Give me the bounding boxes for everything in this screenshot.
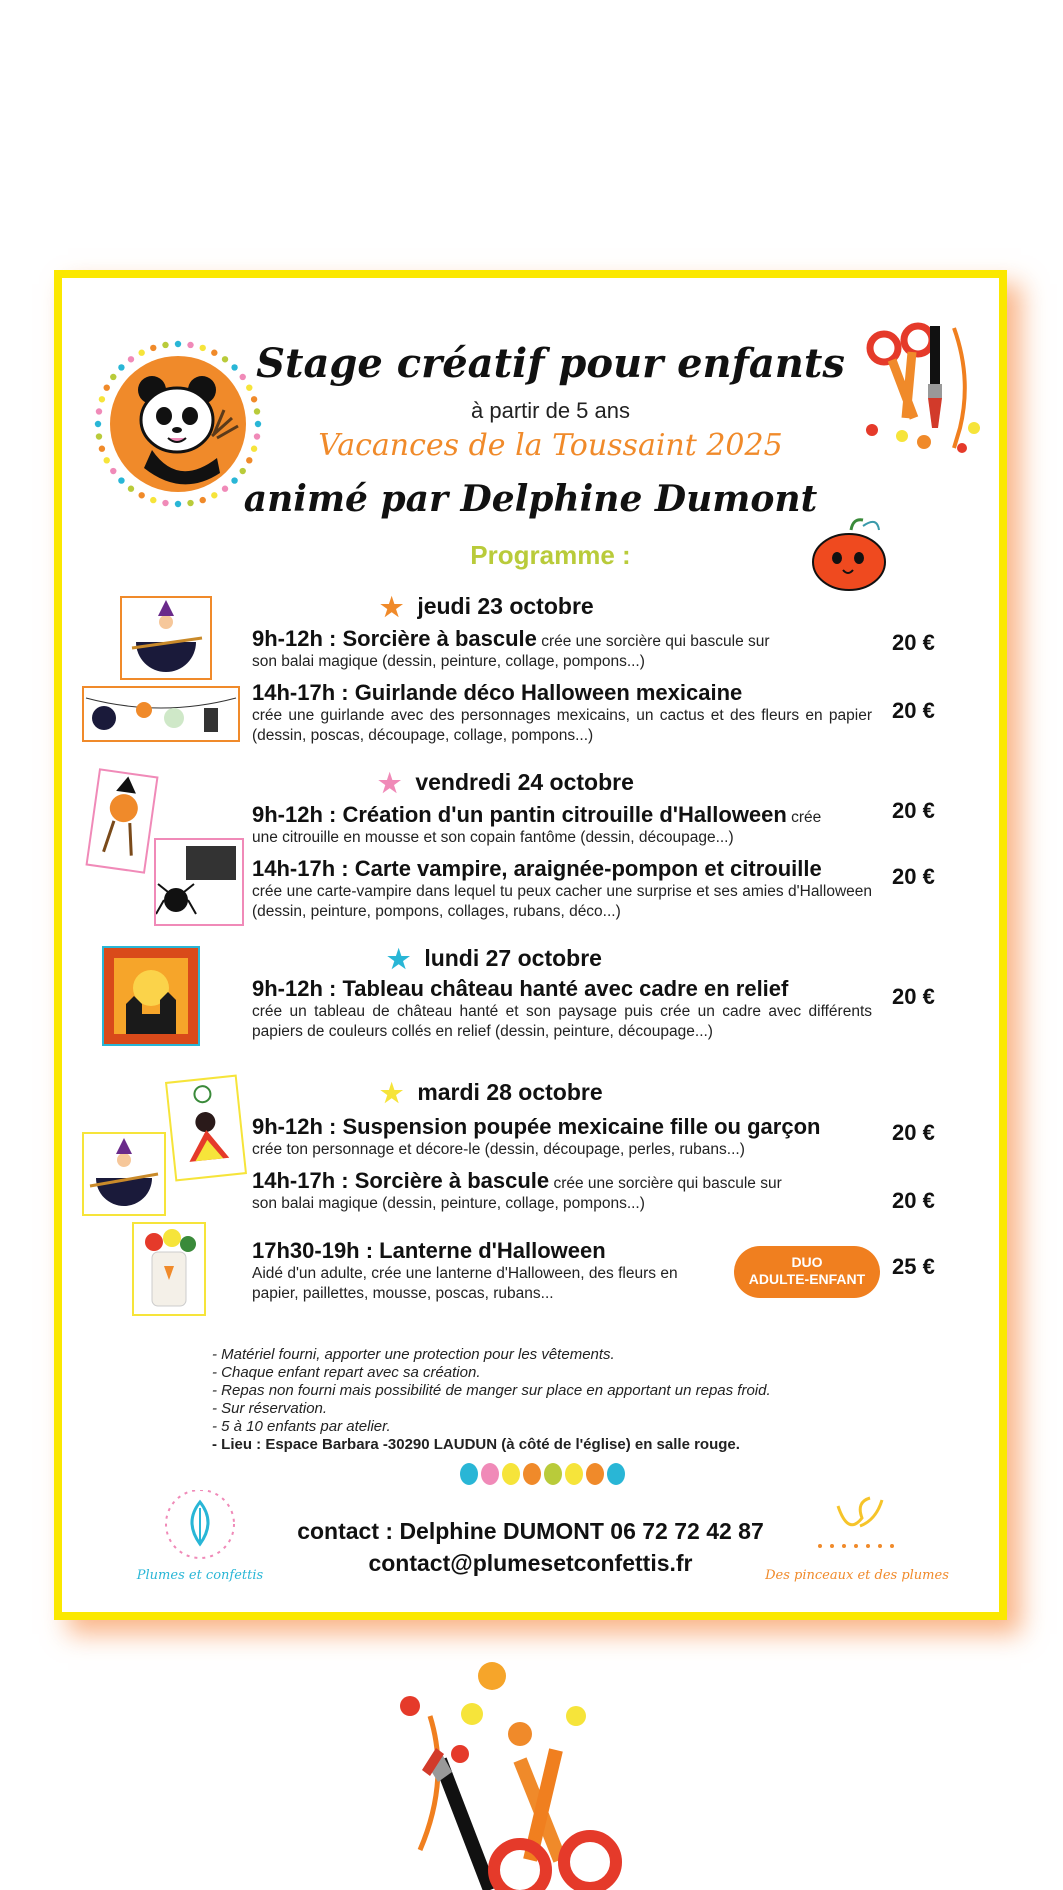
activity-price: 20 € bbox=[892, 984, 935, 1009]
activity-description: crée une guirlande avec des personnages mexicains, un cactus et des fleurs en papier (dessin, poscas, découpage, collage, pompons...) bbox=[252, 707, 872, 744]
activity-item bbox=[252, 626, 872, 672]
color-dot bbox=[586, 1463, 604, 1485]
activity-item bbox=[252, 1238, 722, 1304]
activity-inline: crée une sorcière qui bascule sur bbox=[549, 1175, 782, 1192]
activity-item bbox=[252, 976, 872, 1042]
activity-description: son balai magique (dessin, peinture, collage, pompons...) bbox=[252, 1195, 645, 1212]
activity-price: 25 € bbox=[892, 1254, 935, 1279]
activity-item bbox=[252, 802, 872, 848]
period-subtitle: Vacances de la Toussaint 2025 bbox=[318, 428, 783, 463]
activity-inline: crée bbox=[786, 809, 822, 826]
activity-item bbox=[252, 680, 872, 746]
color-dot bbox=[523, 1463, 541, 1485]
activity-price: 20 € bbox=[892, 1120, 935, 1145]
star-icon: ★ bbox=[378, 768, 402, 798]
color-dot bbox=[502, 1463, 520, 1485]
activity-title: 17h30-19h : Lanterne d'Halloween bbox=[252, 1238, 606, 1263]
pinceaux-plumes-logo bbox=[790, 1496, 920, 1566]
activity-description: crée ton personnage et décore-le (dessin, découpage, perles, rubans...) bbox=[252, 1141, 745, 1158]
activity-price: 20 € bbox=[892, 630, 935, 655]
color-dot bbox=[481, 1463, 499, 1485]
star-icon: ★ bbox=[380, 1078, 404, 1108]
notes-block bbox=[212, 1346, 771, 1454]
note-line: - Sur réservation. bbox=[212, 1400, 328, 1417]
pumpkin-puppet-image bbox=[85, 768, 158, 873]
color-dot bbox=[544, 1463, 562, 1485]
day-heading: ★ mardi 28 octobre bbox=[380, 1078, 603, 1108]
left-logo-text: Plumes et confettis bbox=[136, 1568, 264, 1583]
activity-title: 14h-17h : Sorcière à bascule bbox=[252, 1168, 550, 1193]
age-subtitle: à partir de 5 ans bbox=[471, 398, 630, 423]
host-subtitle: animé par Delphine Dumont bbox=[243, 478, 818, 520]
activity-title: 9h-12h : Tableau château hanté avec cadre en relief bbox=[252, 976, 789, 1001]
activity-item bbox=[252, 1114, 872, 1160]
location-line: - Lieu : Espace Barbara -30290 LAUDUN (à côté de l'église) en salle rouge. bbox=[212, 1436, 740, 1453]
duo-badge: DUO ADULTE-ENFANT bbox=[734, 1246, 880, 1298]
color-dot bbox=[460, 1463, 478, 1485]
activity-inline: crée une sorcière qui bascule sur bbox=[536, 633, 770, 650]
witch-craft-image bbox=[82, 1132, 166, 1216]
activity-price: 20 € bbox=[892, 798, 935, 823]
note-line: - Repas non fourni mais possibilité de manger sur place en apportant un repas froid. bbox=[212, 1382, 771, 1399]
day-heading: ★ jeudi 23 octobre bbox=[380, 592, 594, 622]
activity-item bbox=[252, 856, 872, 922]
mexican-doll-image bbox=[165, 1075, 247, 1182]
activity-title: 9h-12h : Création d'un pantin citrouille d'Halloween bbox=[252, 802, 787, 827]
star-icon: ★ bbox=[380, 592, 404, 622]
color-dot bbox=[565, 1463, 583, 1485]
scissors-brush-decoration bbox=[380, 1650, 670, 1890]
vampire-card-image bbox=[154, 838, 244, 926]
garland-craft-image bbox=[82, 686, 240, 742]
activity-title: 9h-12h : Suspension poupée mexicaine fille ou garçon bbox=[252, 1114, 821, 1139]
page-title: Stage créatif pour enfants bbox=[256, 340, 845, 387]
activity-description: une citrouille en mousse et son copain fantôme (dessin, découpage...) bbox=[252, 829, 734, 846]
activity-item bbox=[252, 1168, 872, 1214]
activity-title: 9h-12h : Sorcière à bascule bbox=[252, 626, 537, 651]
activity-description: son balai magique (dessin, peinture, collage, pompons...) bbox=[252, 653, 645, 670]
contact-email[interactable]: contact@plumesetconfettis.fr bbox=[368, 1550, 693, 1576]
activity-title: 14h-17h : Carte vampire, araignée-pompon et citrouille bbox=[252, 856, 822, 881]
haunted-castle-image bbox=[102, 946, 200, 1046]
activity-price: 20 € bbox=[892, 864, 935, 889]
witch-craft-image bbox=[120, 596, 212, 680]
activity-price: 20 € bbox=[892, 1188, 935, 1213]
flyer-frame bbox=[54, 270, 1007, 1620]
note-line: - Chaque enfant repart avec sa création. bbox=[212, 1364, 481, 1381]
programme-heading: Programme : bbox=[470, 540, 631, 570]
note-line: - 5 à 10 enfants par atelier. bbox=[212, 1418, 391, 1435]
color-dots-divider bbox=[460, 1463, 625, 1485]
activity-price: 20 € bbox=[892, 698, 935, 723]
activity-title: 14h-17h : Guirlande déco Halloween mexicaine bbox=[252, 680, 743, 705]
right-logo-text: Des pinceaux et des plumes bbox=[765, 1568, 949, 1583]
day-heading: ★ vendredi 24 octobre bbox=[378, 768, 634, 798]
lantern-craft-image bbox=[132, 1222, 206, 1316]
activity-description: crée un tableau de château hanté et son paysage puis crée un cadre avec différents papiers de couleurs collés en relief (dessin, peinture, découpage...) bbox=[252, 1003, 872, 1040]
day-heading: ★ lundi 27 octobre bbox=[387, 944, 602, 974]
star-icon: ★ bbox=[387, 944, 411, 974]
activity-description: crée une carte-vampire dans lequel tu peux cacher une surprise et ses amies d'Halloween (dessin, peinture, pompons, collages, rubans, déco...) bbox=[252, 883, 872, 920]
activity-description: Aidé d'un adulte, crée une lanterne d'Halloween, des fleurs en papier, paillettes, mousse, poscas, rubans... bbox=[252, 1265, 678, 1302]
color-dot bbox=[607, 1463, 625, 1485]
note-line: - Matériel fourni, apporter une protection pour les vêtements. bbox=[212, 1346, 615, 1363]
contact-phone: contact : Delphine DUMONT 06 72 72 42 87 bbox=[297, 1518, 764, 1544]
